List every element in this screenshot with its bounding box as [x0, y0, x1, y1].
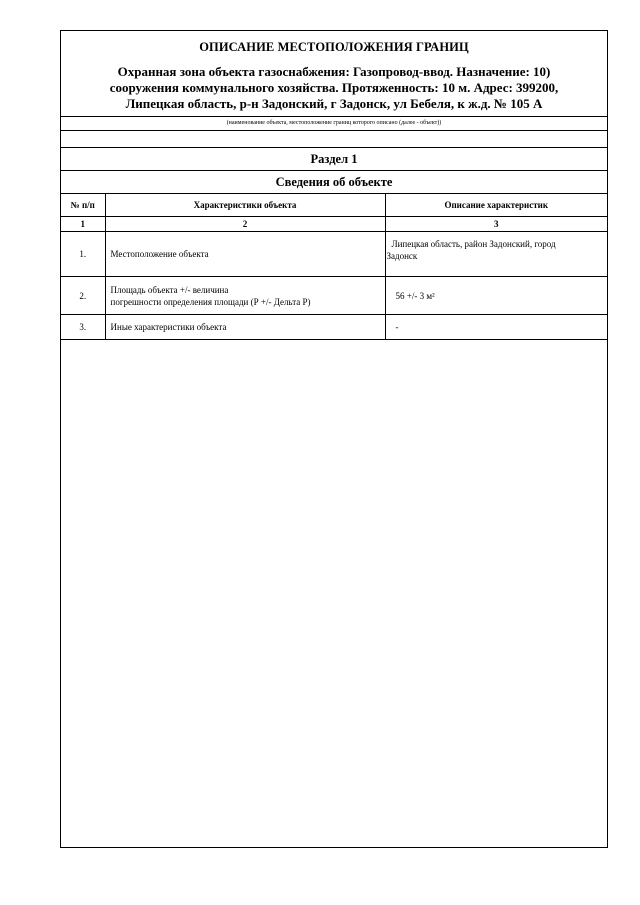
column-number-row [61, 217, 607, 232]
row-characteristic-line-2: погрешности определения площади (Р +/- Дельта Р) [110, 296, 311, 307]
spacer-row [61, 130, 607, 147]
column-number-2: 2 [105, 217, 385, 232]
row-characteristic: Иные характеристики объекта [105, 315, 385, 340]
object-name [61, 60, 607, 116]
object-name-line-1: Охранная зона объекта газоснабжения: Газопровод-ввод. Назначение: 10) [117, 64, 551, 79]
document-title: ОПИСАНИЕ МЕСТОПОЛОЖЕНИЯ ГРАНИЦ [199, 40, 469, 54]
column-number-1: 1 [61, 217, 105, 232]
row-value: - [385, 315, 607, 340]
object-caption: (наименование объекта, местоположение границ которого описано (далее - объект)) [61, 116, 607, 130]
row-value: 56 +/- 3 м² [385, 277, 607, 315]
table-row [61, 277, 607, 315]
object-name-line-3: Липецкая область, р-н Задонский, г Задонск, ул Бебеля, к ж.д. № 105 А [125, 96, 543, 111]
object-info-table [61, 193, 607, 340]
column-number-3: 3 [385, 217, 607, 232]
row-number: 3. [61, 315, 105, 340]
document-frame [60, 30, 608, 848]
subsection-title: Сведения об объекте [61, 170, 607, 193]
row-value [385, 232, 607, 277]
row-characteristic-line-1: Площадь объекта +/- величина [110, 284, 229, 295]
row-characteristic [105, 277, 385, 315]
row-number: 2. [61, 277, 105, 315]
table-row [61, 232, 607, 277]
header-characteristics: Характеристики объекта [105, 194, 385, 217]
header-description: Описание характеристик [385, 194, 607, 217]
row-value-line-1: Липецкая область, район Задонский, город [391, 239, 556, 249]
row-number: 1. [61, 232, 105, 277]
table-row [61, 315, 607, 340]
object-name-line-2: сооружения коммунального хозяйства. Протяженность: 10 м. Адрес: 399200, [109, 80, 559, 95]
section-title: Раздел 1 [61, 147, 607, 170]
table-header-row [61, 194, 607, 217]
header-number: № п/п [61, 194, 105, 217]
row-characteristic: Местоположение объекта [105, 232, 385, 277]
row-value-line-2: Задонск [386, 251, 418, 261]
